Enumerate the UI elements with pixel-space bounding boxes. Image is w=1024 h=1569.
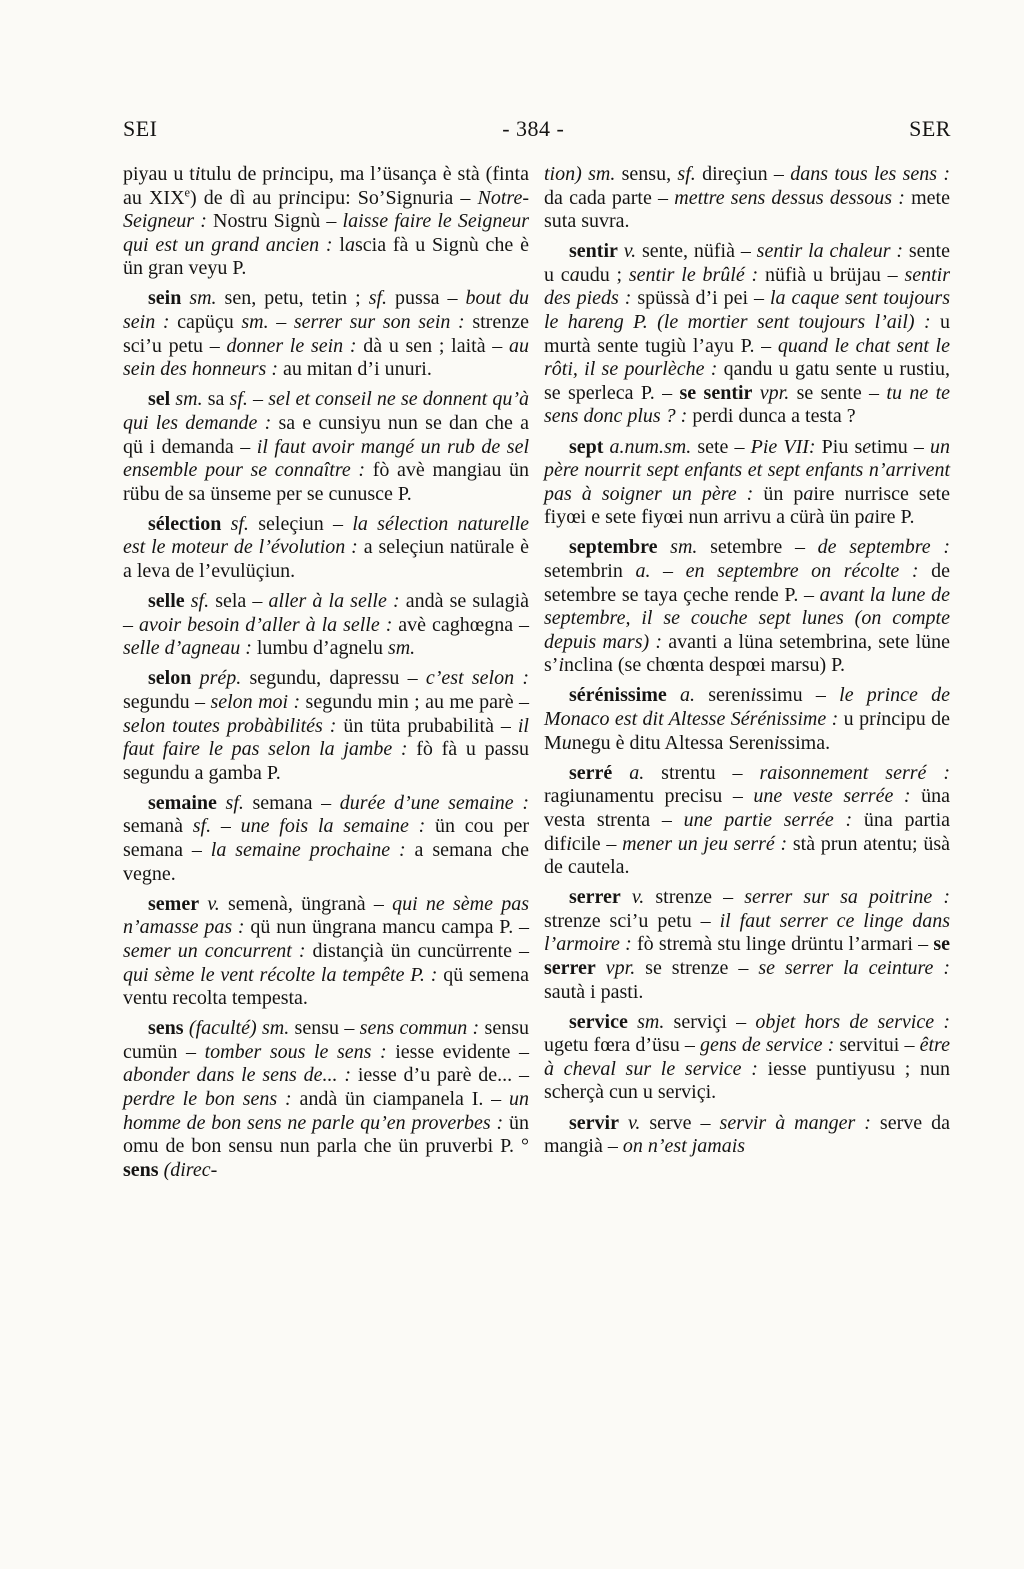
- text-run: bout du sein :: [123, 287, 529, 334]
- text-run: iesse evidente –: [386, 1040, 530, 1063]
- text-run: semer un concurrent :: [123, 939, 306, 962]
- text-run: iesse puntiyusu ; nun scherçà cun u serviçi.: [544, 1057, 950, 1104]
- text-run: seren: [695, 684, 751, 707]
- text-run: segundu min ; au me parè –: [300, 690, 529, 713]
- text-run: septembre: [569, 536, 658, 559]
- text-run: sf.: [229, 388, 248, 411]
- text-run: v.: [617, 240, 637, 263]
- text-run: ün p: [753, 482, 804, 505]
- text-run: la semaine prochaine :: [210, 839, 406, 862]
- text-run: sentir le brûlé :: [628, 263, 759, 286]
- text-run: i: [875, 708, 882, 731]
- text-run: direçiun –: [695, 163, 791, 185]
- text-run: avanti a lüna setembrina, sete lüne s’: [544, 630, 950, 677]
- text-run: ssima.: [779, 731, 831, 754]
- text-run: on n’est jamais: [622, 1135, 746, 1158]
- text-run: a.: [612, 761, 645, 784]
- text-run: selle: [148, 590, 185, 613]
- text-run: prép.: [191, 667, 242, 690]
- text-run: sautà i pasti.: [544, 980, 644, 1003]
- text-run: servitui –: [834, 1034, 920, 1057]
- text-run: service: [569, 1010, 628, 1033]
- text-run: sm.: [627, 1010, 665, 1033]
- text-run: tion) sm.: [544, 163, 616, 185]
- text-run: sérénissime: [569, 684, 667, 707]
- text-run: dans tous les sens :: [790, 163, 950, 185]
- text-run: a: [864, 506, 875, 529]
- text-run: üna partia dif: [544, 808, 951, 855]
- text-run: v.: [199, 892, 220, 915]
- text-run: sete –: [691, 435, 751, 458]
- entry-serre: [544, 762, 950, 880]
- text-run: sm.: [170, 388, 203, 411]
- text-run: avant la lune de septembre, il se couche sept lunes (on compte depuis mars) :: [544, 583, 950, 653]
- text-run: perdre le bon sens :: [123, 1087, 292, 1110]
- text-run: segundu –: [123, 690, 211, 713]
- text-run: fò avè mangiau ün rübu de sa ünseme per se cunusce P.: [123, 459, 529, 505]
- text-run: vpr.: [752, 381, 790, 404]
- text-run: iesse d’u parè de... –: [351, 1064, 530, 1087]
- text-run: mettre sens dessus dessous :: [674, 186, 905, 209]
- text-run: Nostru Signù –: [206, 210, 343, 233]
- entry-serrer: [544, 886, 950, 1004]
- text-run: tulu de pr: [200, 163, 279, 185]
- text-run: sa: [202, 388, 230, 411]
- text-run: ün tüta prubabilità –: [336, 714, 518, 737]
- text-run: sentir: [569, 240, 618, 263]
- text-run: tu ne te sens donc plus ? :: [544, 381, 951, 428]
- text-run: i: [194, 163, 201, 185]
- entry-sel: [123, 388, 529, 506]
- text-run: nüfià u brüjau –: [758, 263, 905, 286]
- text-run: sensu cumün –: [123, 1017, 529, 1063]
- text-run: a.num.sm.: [603, 435, 692, 458]
- text-run: sm.: [241, 311, 269, 334]
- text-run: dà u sen ; laità –: [356, 334, 509, 357]
- text-run: andà se sulagià –: [123, 590, 529, 636]
- text-run: abonder dans le sens de... :: [123, 1064, 352, 1087]
- text-run: scia fà u Signù che è ün gran veyu P.: [123, 233, 529, 280]
- text-run: sens: [148, 1017, 184, 1040]
- text-run: l: [332, 233, 345, 256]
- text-run: serrer sur son sein :: [293, 311, 465, 334]
- text-run: seleçiun –: [248, 512, 353, 535]
- text-run: aller à la selle :: [268, 590, 400, 613]
- text-run: u murtà sente tugiù l’ayu P. –: [544, 311, 950, 357]
- text-run: il faut serrer ce linge dans l’armoire :: [544, 909, 950, 956]
- text-run: perdi dunca a testa ?: [687, 405, 856, 428]
- text-run: serré: [569, 761, 613, 784]
- text-run: sf.: [192, 815, 212, 838]
- text-run: un père nourrit sept enfants et sept enfants n’arrivent pas à soigner un père :: [544, 435, 951, 505]
- text-run: segundu, dapressu –: [241, 667, 426, 690]
- text-run: strenze –: [644, 886, 745, 909]
- text-run: qui sème le vent récolte la tempête P. :: [123, 963, 438, 986]
- text-run: i: [566, 832, 572, 855]
- text-run: –: [211, 815, 241, 838]
- header-left-guide-word: SEI: [123, 116, 158, 141]
- entry-selection: [123, 513, 529, 584]
- text-run: serve da mangià –: [544, 1111, 950, 1158]
- text-run: tomber sous le sens :: [204, 1040, 387, 1063]
- text-run: objet hors de service :: [755, 1010, 950, 1033]
- text-run: quand le chat sent le rôti, il se pourlèche :: [544, 334, 950, 381]
- text-run: a: [803, 482, 814, 505]
- text-run: a seleçiun natürale è a leva de l’evulüçiun.: [123, 536, 530, 582]
- text-run: semanà: [123, 815, 193, 838]
- entry-sens-faculte: [123, 1017, 529, 1182]
- text-run: raisonnement serré :: [759, 761, 950, 784]
- text-run: de setembre se taya çeche rende P. –: [544, 560, 950, 606]
- text-run: e: [862, 435, 872, 458]
- text-run: spüssà d’i pei –: [631, 287, 770, 310]
- entry-piyau-continuation: [123, 163, 529, 281]
- text-run: semer: [148, 892, 200, 915]
- entry-servir: [544, 1112, 950, 1159]
- text-run: üna vesta strenta –: [544, 785, 950, 831]
- entry-septembre: [544, 536, 950, 678]
- entry-sept: [544, 436, 950, 530]
- text-run: ragiunamentu precisu –: [544, 785, 754, 808]
- text-run: avè caghœgna –: [392, 613, 530, 636]
- text-run: qü nun üngrana mancu campa P. –: [244, 916, 529, 939]
- text-run: sente u c: [544, 240, 950, 286]
- text-run: sf.: [184, 590, 210, 613]
- entry-selle: [123, 590, 529, 661]
- text-run: ncipu de M: [544, 708, 950, 754]
- text-run: a.: [666, 684, 695, 707]
- text-run: semenà, üngranà –: [219, 892, 393, 915]
- text-run: i: [750, 684, 756, 707]
- text-run: il faut avoir mangé un rub de sel ensemble pour se connaître :: [123, 435, 530, 482]
- text-run: gens de service :: [700, 1034, 835, 1057]
- text-run: v.: [618, 1111, 641, 1134]
- text-run: une fois la semaine :: [240, 815, 426, 838]
- text-run: ün cou per semana –: [123, 815, 529, 862]
- text-run: sept: [569, 435, 604, 458]
- entry-sentir: [544, 240, 950, 429]
- text-run: a: [344, 233, 355, 256]
- text-run: être à cheval sur le service :: [544, 1034, 950, 1080]
- text-run: laisse faire le Seigneur qui est un grand ancien :: [123, 210, 529, 256]
- text-run: sente, nüfià –: [636, 240, 757, 263]
- text-run: lumbu d’agnelu: [251, 637, 388, 660]
- text-run: servir à manger :: [719, 1111, 871, 1134]
- text-run: ire P.: [874, 506, 915, 529]
- text-run: v.: [620, 886, 645, 909]
- text-run: la sélection naturelle est le moteur de l’évolution :: [123, 512, 530, 559]
- text-run: sm.: [387, 637, 416, 660]
- text-run: Piu s: [815, 435, 863, 458]
- text-run: se sente –: [789, 381, 887, 404]
- text-run: –: [650, 560, 686, 582]
- text-run: se strenze –: [635, 957, 759, 979]
- text-run: sélection: [148, 512, 222, 535]
- text-run: sa e cunsiyu nun se dan che a qü i demanda –: [123, 411, 529, 458]
- text-run: selon moi :: [210, 690, 301, 713]
- text-run: sel et conseil ne se donnent qu’à qui les demande :: [123, 388, 529, 434]
- running-head: [123, 116, 951, 142]
- text-run: sel: [148, 388, 171, 411]
- text-run: selon toutes probàbilités :: [123, 714, 337, 737]
- text-run: u pr: [838, 708, 876, 731]
- text-run: le prince de Monaco est dit Altesse Sérénissime :: [544, 684, 951, 731]
- text-run: ire nurrisce sete fiyœi e sete fiyœi nun arrivu a cürà ün p: [544, 482, 950, 529]
- text-run: strenze sci’u petu –: [544, 909, 720, 932]
- text-run: i: [295, 186, 301, 209]
- text-run: i: [278, 163, 285, 185]
- entry-sein: [123, 287, 529, 381]
- text-run: negu è ditu Altessa Seren: [571, 731, 774, 754]
- text-run: semana –: [243, 791, 340, 814]
- text-run: au mitan d’i unuri.: [277, 358, 432, 381]
- text-run: se serrer la ceinture :: [758, 957, 950, 979]
- text-run: a semana che vegne.: [123, 839, 529, 885]
- entry-semaine: [123, 792, 529, 886]
- text-run: distançià ün cuncürrente –: [305, 939, 530, 962]
- text-run: setembrin: [544, 560, 636, 582]
- entry-service: [544, 1011, 950, 1105]
- text-run: setembre –: [697, 536, 818, 559]
- text-run: pussa –: [387, 287, 466, 310]
- text-run: de septembre :: [817, 536, 950, 559]
- text-run: serve –: [640, 1111, 720, 1134]
- text-run: –: [268, 311, 294, 334]
- text-run: Notre-Seigneur :: [123, 186, 529, 233]
- text-run: c’est selon :: [425, 667, 529, 690]
- text-run: qui ne sème pas n’amasse pas :: [123, 892, 529, 939]
- entry-semer: [123, 893, 529, 1011]
- text-run: une veste serrée :: [753, 785, 911, 808]
- text-run: u: [561, 731, 572, 754]
- text-run: sens commun :: [359, 1017, 480, 1040]
- right-text-column: [544, 163, 950, 1165]
- text-run: un homme de bon sens ne parle qu’en proverbes :: [123, 1087, 530, 1134]
- text-run: capüçu: [169, 311, 242, 334]
- left-text-column: [123, 163, 529, 1189]
- text-run: sensu,: [615, 163, 678, 185]
- text-run: a.: [635, 560, 651, 582]
- text-run: vpr.: [595, 957, 636, 979]
- text-run: sein: [148, 287, 182, 310]
- text-run: andà ün ciampanela I. –: [291, 1087, 510, 1110]
- text-run: ssimu –: [756, 684, 840, 707]
- page-number: - 384 -: [502, 116, 565, 141]
- text-run: en septembre on récolte :: [685, 560, 919, 582]
- text-run: strentu –: [644, 761, 760, 784]
- text-run: sentir la chaleur :: [756, 240, 904, 263]
- text-run: donner le sein :: [226, 334, 357, 357]
- text-run: se sentir: [679, 381, 753, 404]
- text-run: se serrer: [544, 933, 950, 979]
- text-run: ncipu: So’Signuria –: [300, 186, 478, 209]
- text-run: i: [558, 654, 565, 677]
- text-run: il faut faire le pas selon la jambe :: [123, 714, 529, 761]
- text-run: qü semena ventu recolta tempesta.: [123, 963, 529, 1010]
- text-run: une partie serrée :: [683, 808, 853, 831]
- text-run: fò fà u passu segundu a gamba P.: [123, 738, 530, 784]
- text-run: sens: [123, 1158, 159, 1181]
- text-run: avoir besoin d’aller à la selle :: [138, 613, 393, 636]
- text-run: a: [569, 263, 580, 286]
- text-run: ugetu fœra d’üsu –: [544, 1034, 701, 1057]
- entry-sens-direction-continuation: [544, 163, 950, 234]
- text-run: strenze sci’u petu –: [123, 311, 529, 357]
- text-run: ) de dì au pr: [190, 186, 296, 209]
- text-run: i: [773, 731, 780, 754]
- text-run: sf.: [677, 163, 696, 185]
- text-run: stà prun atentu; üsà de cautela.: [544, 832, 950, 879]
- text-run: mener un jeu serré :: [622, 832, 788, 855]
- entry-serenissime: [544, 684, 950, 755]
- text-run: mete suta suvra.: [544, 186, 950, 233]
- text-run: durée d’une semaine :: [339, 791, 529, 814]
- text-run: sela –: [209, 590, 269, 613]
- text-run: cile –: [571, 832, 623, 855]
- text-run: udu ;: [579, 263, 629, 286]
- text-run: sentir des pieds :: [544, 263, 951, 310]
- text-run: ün omu de bon sensu nun parla che ün pruverbi P. °: [123, 1111, 529, 1158]
- text-run: semaine: [148, 791, 217, 814]
- text-run: sf.: [221, 512, 249, 535]
- text-run: fò stremà stu linge drüntu l’armari –: [631, 933, 934, 956]
- text-run: sensu –: [289, 1017, 360, 1040]
- entry-selon: [123, 667, 529, 785]
- text-run: sen, petu, tetin ;: [216, 287, 369, 310]
- text-run: –: [247, 388, 269, 411]
- text-run: Pie VII:: [750, 435, 816, 458]
- text-run: e: [184, 184, 191, 199]
- text-run: ncipu, ma l’üsança è stà (finta au XIX: [123, 163, 529, 209]
- text-run: serrer sur sa poitrine :: [744, 886, 950, 909]
- text-run: selon: [148, 667, 192, 690]
- text-run: selle d’agneau :: [123, 637, 252, 660]
- text-run: servir: [569, 1111, 619, 1134]
- text-run: timu –: [871, 435, 931, 458]
- text-run: nclina (se chœnta despœi marsu) P.: [564, 654, 846, 677]
- text-run: piyau u t: [123, 163, 195, 185]
- text-run: sf.: [368, 287, 388, 310]
- text-run: serviçi –: [664, 1010, 756, 1033]
- header-right-guide-word: SER: [909, 116, 951, 141]
- text-run: (faculté) sm.: [183, 1017, 290, 1040]
- text-run: la caque sent toujours le hareng P. (le mortier sent toujours l’ail) :: [544, 287, 950, 334]
- text-run: sf.: [216, 791, 244, 814]
- text-run: (direc-: [158, 1158, 218, 1181]
- text-run: qandu u gatu sente u rustiu, se sperleca P. –: [544, 358, 950, 404]
- text-run: sm.: [181, 287, 217, 310]
- text-run: da cada parte –: [544, 186, 675, 209]
- text-run: serrer: [569, 886, 621, 909]
- text-run: au sein des honneurs :: [123, 334, 529, 381]
- text-run: sm.: [657, 536, 698, 559]
